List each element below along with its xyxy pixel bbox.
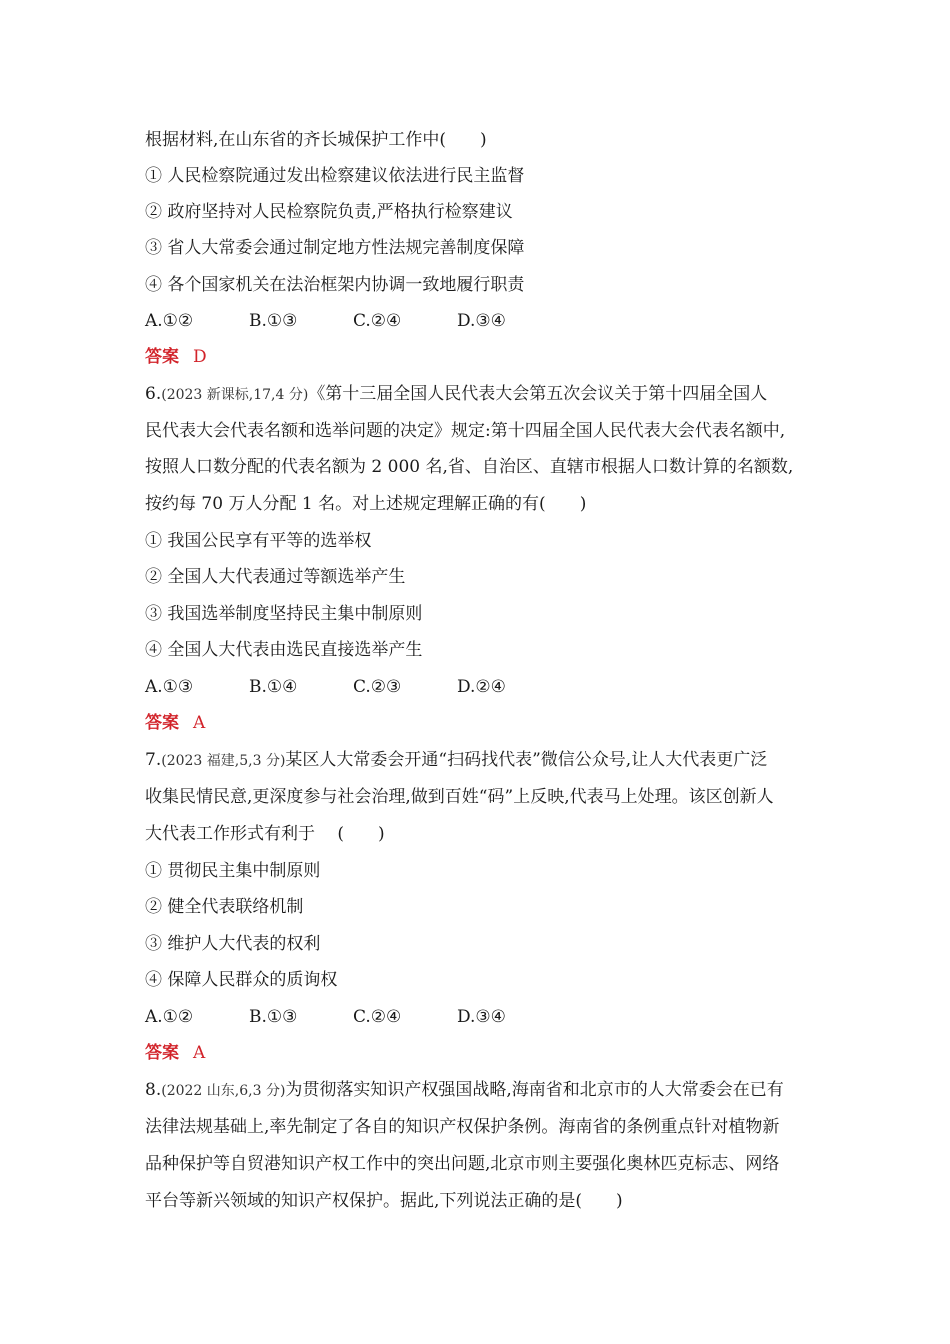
q7-item-1: ① 贯彻民主集中制原则 xyxy=(145,861,321,881)
q8-text-1: 为贯彻落实知识产权强国战略,海南省和北京市的人大常委会在已有 xyxy=(285,1080,784,1100)
question-number: 7. xyxy=(145,750,162,770)
q7-item-2: ② 健全代表联络机制 xyxy=(145,897,304,917)
question-source: (2023 新课标,17,4 分) xyxy=(161,387,309,403)
q5-item-4: ④ 各个国家机关在法治框架内协调一致地履行职责 xyxy=(145,275,525,295)
q5-item-1: ① 人民检察院通过发出检察建议依法进行民主监督 xyxy=(145,166,525,186)
q6-item-4: ④ 全国人大代表由选民直接选举产生 xyxy=(145,640,423,660)
q6-line-2: 民代表大会代表名额和选举问题的决定》规定:第十四届全国人民代表大会代表名额中, xyxy=(145,421,786,441)
q6-option-b: B.①④ xyxy=(249,677,298,697)
q6-item-2: ② 全国人大代表通过等额选举产生 xyxy=(145,567,406,587)
question-number: 6. xyxy=(145,384,162,404)
q5-options xyxy=(145,309,506,333)
q6-line-3: 按照人口数分配的代表名额为 2 000 名,省、自治区、直辖市根据人口数计算的名额数, xyxy=(145,457,794,477)
q6-option-d: D.②④ xyxy=(457,677,506,697)
q6-item-3: ③ 我国选举制度坚持民主集中制原则 xyxy=(145,604,423,624)
q6-text-1: 《第十三届全国人民代表大会第五次会议关于第十四届全国人 xyxy=(308,384,768,404)
q5-item-2: ② 政府坚持对人民检察院负责,严格执行检察建议 xyxy=(145,202,513,222)
q6-item-1: ① 我国公民享有平等的选举权 xyxy=(145,531,372,551)
q8-line-4: 平台等新兴领域的知识产权保护。据此,下列说法正确的是( ) xyxy=(145,1191,623,1211)
q8-line-1 xyxy=(145,1078,784,1102)
q7-item-3: ③ 维护人大代表的权利 xyxy=(145,934,321,954)
q6-answer xyxy=(145,711,205,735)
answer-label: 答案 xyxy=(145,1043,179,1063)
q7-option-b: B.①③ xyxy=(249,1007,298,1027)
q7-item-4: ④ 保障人民群众的质询权 xyxy=(145,970,338,990)
question-source: (2023 福建,5,3 分) xyxy=(161,753,286,769)
q5-option-c: C.②④ xyxy=(353,311,402,331)
q6-option-a: A.①③ xyxy=(145,677,194,697)
q6-option-c: C.②③ xyxy=(353,677,402,697)
q5-option-a: A.①② xyxy=(145,311,194,331)
q7-option-a: A.①② xyxy=(145,1007,194,1027)
question-source: (2022 山东,6,3 分) xyxy=(161,1083,286,1099)
q7-text-1: 某区人大常委会开通“扫码找代表”微信公众号,让人大代表更广泛 xyxy=(285,750,768,770)
q8-line-3: 品种保护等自贸港知识产权工作中的突出问题,北京市则主要强化奥林匹克标志、网络 xyxy=(145,1154,780,1174)
q7-line-1 xyxy=(145,748,767,772)
q5-item-3: ③ 省人大常委会通过制定地方性法规完善制度保障 xyxy=(145,238,525,258)
question-number: 8. xyxy=(145,1080,162,1100)
q5-option-d: D.③④ xyxy=(457,311,506,331)
answer-label: 答案 xyxy=(145,347,179,367)
q5-option-b: B.①③ xyxy=(249,311,298,331)
q5-stem: 根据材料,在山东省的齐长城保护工作中( ) xyxy=(145,130,487,150)
q6-line-4: 按约每 70 万人分配 1 名。对上述规定理解正确的有( ) xyxy=(145,494,587,514)
q7-options xyxy=(145,1005,506,1029)
q8-line-2: 法律法规基础上,率先制定了各自的知识产权保护条例。海南省的条例重点针对植物新 xyxy=(145,1117,780,1137)
q7-line-2: 收集民情民意,更深度参与社会治理,做到百姓“码”上反映,代表马上处理。该区创新人 xyxy=(145,787,774,807)
answer-label: 答案 xyxy=(145,713,179,733)
answer-value: A xyxy=(193,1043,206,1063)
q6-options xyxy=(145,675,506,699)
answer-value: A xyxy=(193,713,206,733)
q5-answer xyxy=(145,345,207,369)
q7-option-c: C.②④ xyxy=(353,1007,402,1027)
q7-line-3: 大代表工作形式有利于 ( ) xyxy=(145,824,385,844)
q7-answer xyxy=(145,1041,205,1065)
answer-value: D xyxy=(193,347,207,367)
q7-option-d: D.③④ xyxy=(457,1007,506,1027)
q6-line-1 xyxy=(145,382,767,406)
